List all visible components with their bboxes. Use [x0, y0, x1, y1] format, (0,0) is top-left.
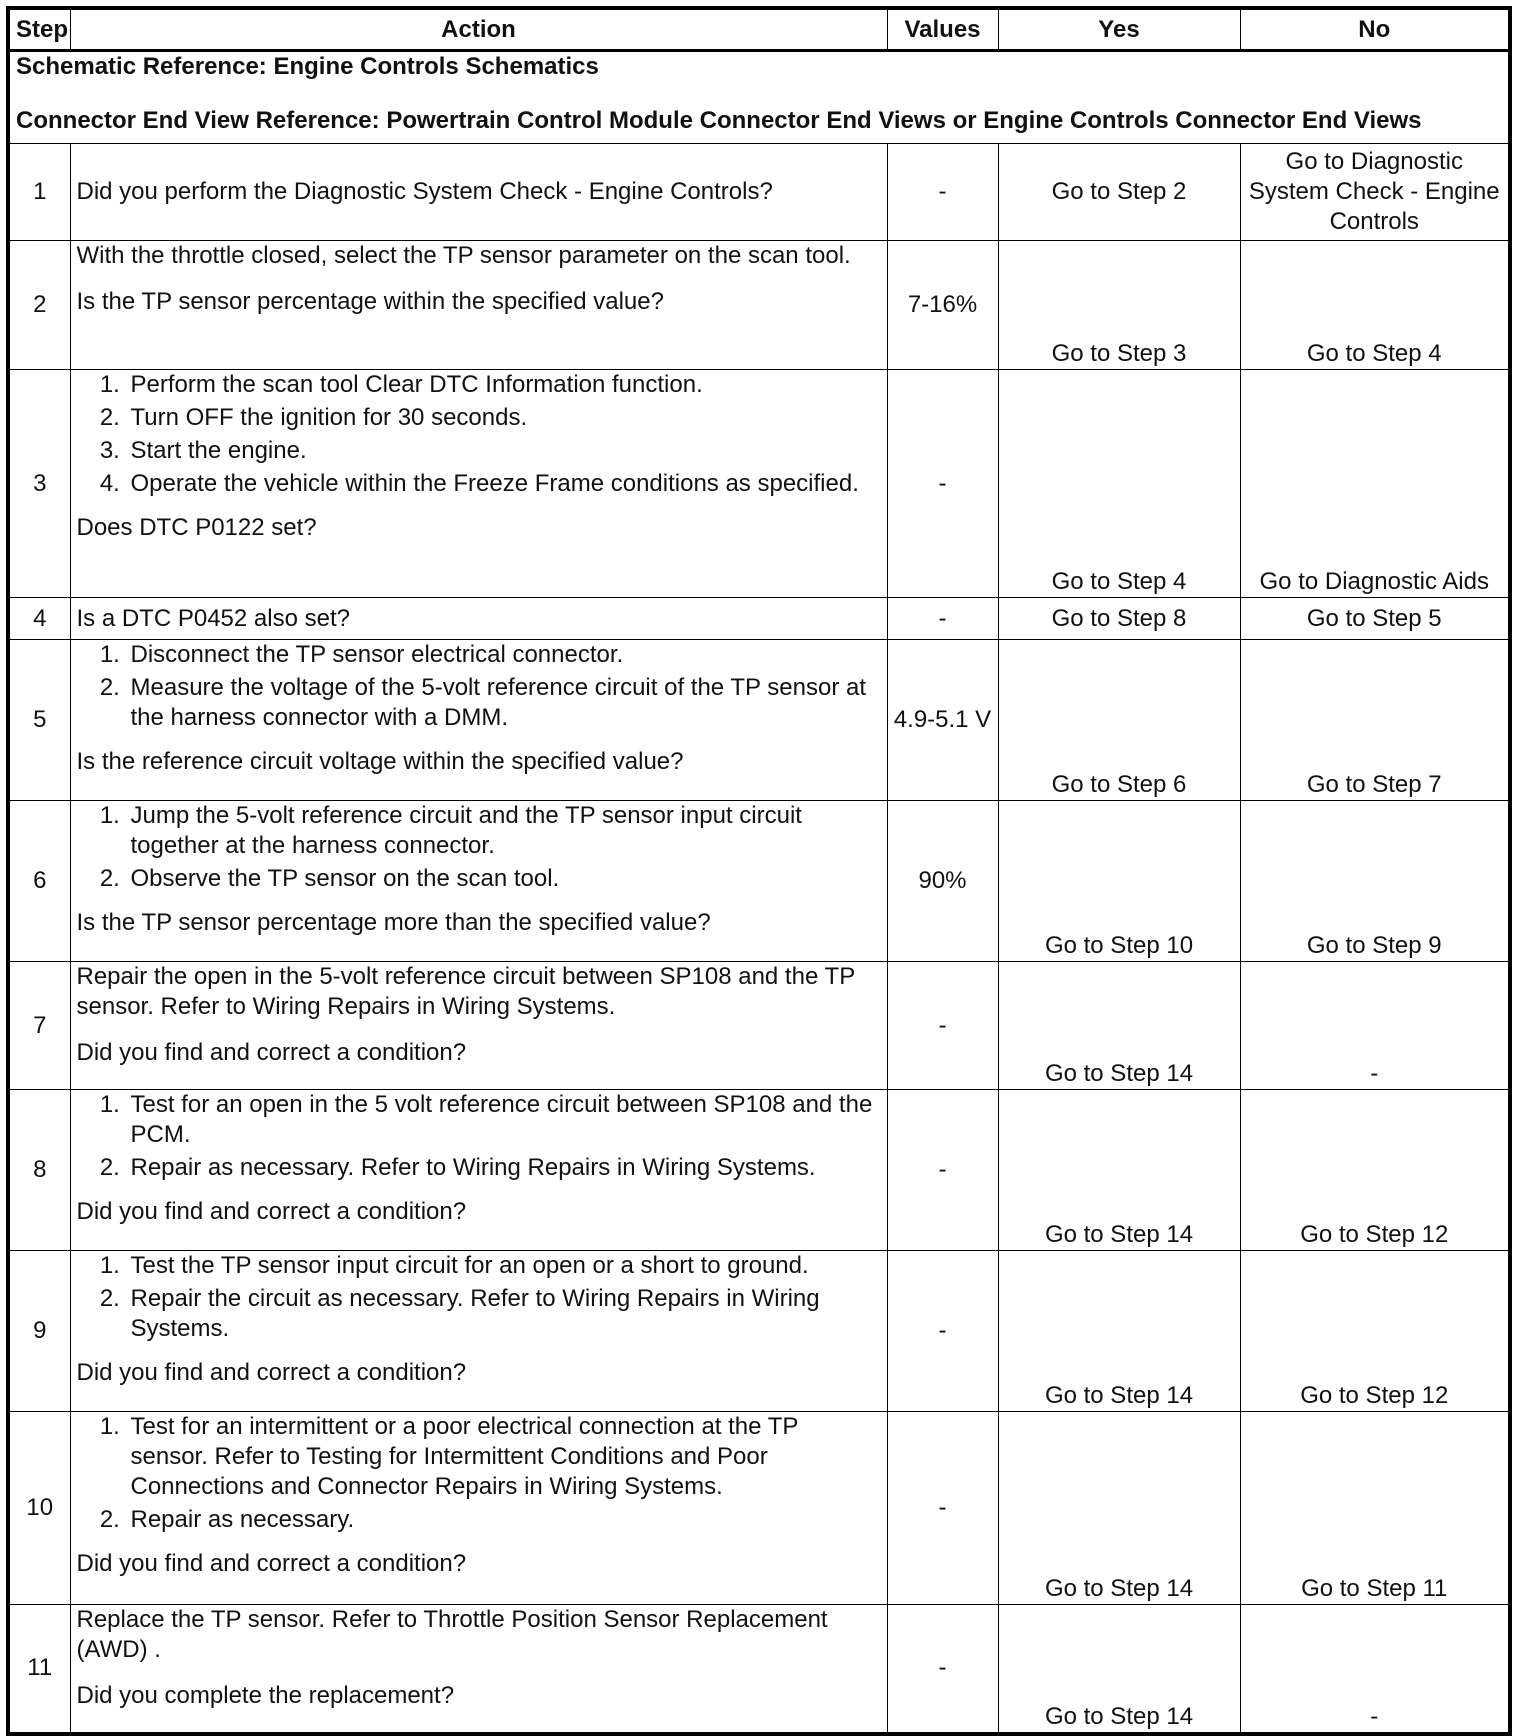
value-cell: 7-16%	[887, 241, 998, 370]
table-row	[8, 1251, 1510, 1412]
table-row	[8, 1090, 1510, 1251]
yes-cell: Go to Step 14	[998, 962, 1240, 1090]
step-number: 3	[8, 370, 70, 598]
action-cell	[70, 801, 887, 962]
action-list	[77, 1251, 881, 1344]
action-list-item: 2. Repair as necessary.	[127, 1505, 881, 1535]
table-row	[8, 598, 1510, 640]
value-cell: -	[887, 1412, 998, 1605]
step-number: 9	[8, 1251, 70, 1412]
action-cell	[70, 241, 887, 370]
action-list-item: 2. Observe the TP sensor on the scan tool.	[127, 864, 881, 894]
action-list-item: 1. Test the TP sensor input circuit for an open or a short to ground.	[127, 1251, 881, 1281]
column-header-action: Action	[70, 8, 887, 51]
yes-cell: Go to Step 10	[998, 801, 1240, 962]
action-question: Did you complete the replacement?	[76, 1682, 455, 1709]
no-cell: Go to Step 4	[1240, 241, 1510, 370]
yes-cell: Go to Step 14	[998, 1605, 1240, 1734]
action-list	[77, 801, 881, 894]
action-list	[77, 370, 881, 499]
yes-cell: Go to Step 8	[998, 598, 1240, 640]
no-cell: -	[1240, 962, 1510, 1090]
no-cell: Go to Step 12	[1240, 1251, 1510, 1412]
table-row	[8, 370, 1510, 598]
value-cell: -	[887, 144, 998, 241]
value-cell: -	[887, 598, 998, 640]
action-cell	[70, 1412, 887, 1605]
action-list-item: 1. Test for an open in the 5 volt reference circuit between SP108 and the PCM.	[127, 1090, 881, 1150]
schematic-reference: Schematic Reference: Engine Controls Schematics	[16, 53, 599, 80]
action-cell	[70, 144, 887, 241]
step-number: 4	[8, 598, 70, 640]
yes-cell: Go to Step 14	[998, 1251, 1240, 1412]
action-list-item: 1. Jump the 5-volt reference circuit and the TP sensor input circuit together at the harness connector.	[127, 801, 881, 861]
action-list-item: 2. Repair as necessary. Refer to Wiring Repairs in Wiring Systems.	[127, 1153, 881, 1183]
action-list-item: 1. Disconnect the TP sensor electrical connector.	[127, 640, 881, 670]
no-cell: Go to Diagnostic Aids	[1240, 370, 1510, 598]
action-list-item: 1. Test for an intermittent or a poor electrical connection at the TP sensor. Refer to Testing for Intermittent Conditions and Poor Connections and Connector Repairs in Wiring Systems.	[127, 1412, 881, 1502]
action-list-item: 3. Start the engine.	[127, 436, 881, 466]
step-number: 7	[8, 962, 70, 1090]
action-text: Did you perform the Diagnostic System Check - Engine Controls?	[76, 178, 773, 205]
action-text: Is a DTC P0452 also set?	[76, 604, 350, 632]
action-cell	[70, 640, 887, 801]
table-row	[8, 241, 1510, 370]
no-cell: Go to Diagnostic System Check - Engine Controls	[1240, 144, 1510, 241]
no-cell: Go to Step 11	[1240, 1412, 1510, 1605]
diagnostic-table	[6, 6, 1512, 1736]
action-question: Did you find and correct a condition?	[76, 1198, 467, 1225]
table-row	[8, 1605, 1510, 1734]
action-list	[77, 640, 881, 733]
action-question: Is the reference circuit voltage within the specified value?	[76, 748, 684, 775]
action-list-item: 2. Turn OFF the ignition for 30 seconds.	[127, 403, 881, 433]
action-question: Did you find and correct a condition?	[76, 1550, 467, 1577]
yes-cell: Go to Step 14	[998, 1090, 1240, 1251]
action-cell	[70, 1090, 887, 1251]
action-cell	[70, 962, 887, 1090]
action-text: With the throttle closed, select the TP sensor parameter on the scan tool.	[76, 242, 851, 269]
column-header-yes: Yes	[998, 8, 1240, 51]
value-cell: -	[887, 962, 998, 1090]
action-list-item: 4. Operate the vehicle within the Freeze Frame conditions as specified.	[127, 469, 881, 499]
value-cell: -	[887, 1090, 998, 1251]
no-cell: Go to Step 5	[1240, 598, 1510, 640]
yes-cell: Go to Step 4	[998, 370, 1240, 598]
step-number: 5	[8, 640, 70, 801]
step-number: 8	[8, 1090, 70, 1251]
no-cell: Go to Step 9	[1240, 801, 1510, 962]
value-cell: -	[887, 370, 998, 598]
action-list-item: 1. Perform the scan tool Clear DTC Information function.	[127, 370, 881, 400]
yes-cell: Go to Step 3	[998, 241, 1240, 370]
no-cell: Go to Step 12	[1240, 1090, 1510, 1251]
header-row	[8, 8, 1510, 51]
no-cell: Go to Step 7	[1240, 640, 1510, 801]
yes-cell: Go to Step 14	[998, 1412, 1240, 1605]
yes-cell: Go to Step 6	[998, 640, 1240, 801]
action-text: Replace the TP sensor. Refer to Throttle Position Sensor Replacement (AWD) .	[76, 1606, 828, 1663]
value-cell: -	[887, 1251, 998, 1412]
action-list-item: 2. Measure the voltage of the 5-volt reference circuit of the TP sensor at the harness connector with a DMM.	[127, 673, 881, 733]
step-number: 11	[8, 1605, 70, 1734]
action-text: Repair the open in the 5-volt reference circuit between SP108 and the TP sensor. Refer to Wiring Repairs in Wiring Systems.	[76, 963, 855, 1020]
action-cell	[70, 1251, 887, 1412]
connector-reference: Connector End View Reference: Powertrain Control Module Connector End Views or Engine Controls Connector End Views	[16, 107, 1422, 134]
reference-row	[8, 51, 1510, 144]
action-list	[77, 1412, 881, 1535]
action-list-item: 2. Repair the circuit as necessary. Refer to Wiring Repairs in Wiring Systems.	[127, 1284, 881, 1344]
value-cell: -	[887, 1605, 998, 1734]
action-cell	[70, 598, 887, 640]
action-question: Did you find and correct a condition?	[76, 1359, 467, 1386]
value-cell: 4.9-5.1 V	[887, 640, 998, 801]
column-header-values: Values	[887, 8, 998, 51]
yes-cell: Go to Step 2	[998, 144, 1240, 241]
column-header-no: No	[1240, 8, 1510, 51]
table-row	[8, 962, 1510, 1090]
column-header-step: Step	[8, 8, 70, 51]
step-number: 1	[8, 144, 70, 241]
step-number: 10	[8, 1412, 70, 1605]
value-cell: 90%	[887, 801, 998, 962]
table-row	[8, 1412, 1510, 1605]
action-cell	[70, 370, 887, 598]
no-cell: -	[1240, 1605, 1510, 1734]
action-list	[77, 1090, 881, 1183]
step-number: 2	[8, 241, 70, 370]
table-row	[8, 640, 1510, 801]
action-question: Is the TP sensor percentage within the specified value?	[76, 288, 664, 315]
action-question: Is the TP sensor percentage more than the specified value?	[76, 909, 711, 936]
table-row	[8, 801, 1510, 962]
table-row	[8, 144, 1510, 241]
reference-cell	[8, 51, 1510, 144]
action-question: Does DTC P0122 set?	[76, 514, 317, 541]
step-number: 6	[8, 801, 70, 962]
action-cell	[70, 1605, 887, 1734]
diagnostic-page	[6, 6, 1508, 1730]
action-question: Did you find and correct a condition?	[76, 1039, 467, 1066]
